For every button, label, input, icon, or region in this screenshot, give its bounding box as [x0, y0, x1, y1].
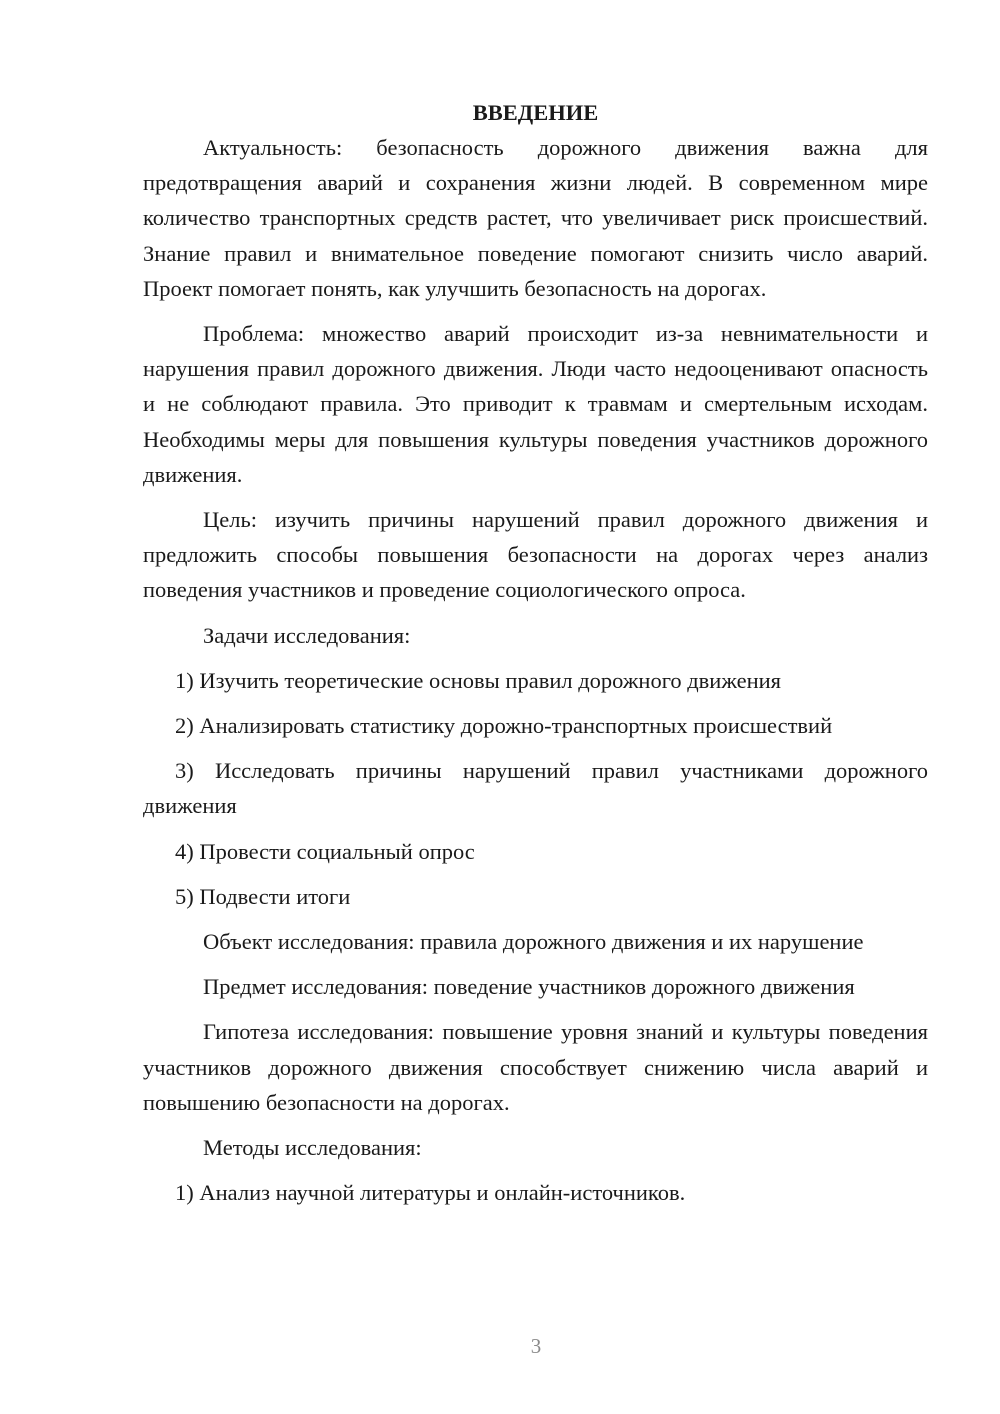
- goal-paragraph: Цель: изучить причины нарушений правил дорожного движения и предложить способы повышения безопасности на дорогах через анализ поведения участников и проведение социологического опроса.: [143, 507, 928, 603]
- document-page: [143, 95, 928, 1220]
- methods-heading: Методы исследования:: [203, 1135, 422, 1161]
- hypothesis-paragraph: Гипотеза исследования: повышение уровня знаний и культуры поведения участников дорожного движения способствует снижению числа аварий и повышению безопасности на дорогах.: [143, 1019, 928, 1115]
- task-item: 5) Подвести итоги: [175, 883, 351, 909]
- relevance-paragraph: Актуальность: безопасность дорожного движения важна для предотвращения аварий и сохранения жизни людей. В современном мире количество транспортных средств растет, что увеличивает риск происшествий. Знание правил и внимательное поведение помогают снизить число аварий. Проект помогает понять, как улучшить безопасность на дорогах.: [143, 135, 928, 301]
- page-number: 3: [530, 1334, 542, 1358]
- tasks-heading: Задачи исследования:: [203, 622, 411, 648]
- task-item: 3) Исследовать причины нарушений правил участниками дорожного движения: [143, 758, 928, 819]
- subject-paragraph: Предмет исследования: поведение участников дорожного движения: [203, 974, 855, 1000]
- section-title: ВВЕДЕНИЕ: [472, 100, 599, 125]
- task-item: 1) Изучить теоретические основы правил дорожного движения: [175, 667, 782, 693]
- task-item: 2) Анализировать статистику дорожно-транспортных происшествий: [175, 713, 833, 739]
- task-item: 4) Провести социальный опрос: [175, 838, 475, 864]
- method-item: 1) Анализ научной литературы и онлайн-источников.: [175, 1180, 686, 1206]
- problem-paragraph: Проблема: множество аварий происходит из-за невнимательности и нарушения правил дорожного движения. Люди часто недооценивают опасность и не соблюдают правила. Это приводит к травмам и смертельным исходам. Необходимы меры для повышения культуры поведения участников дорожного движения.: [143, 321, 928, 487]
- object-paragraph: Объект исследования: правила дорожного движения и их нарушение: [203, 929, 864, 955]
